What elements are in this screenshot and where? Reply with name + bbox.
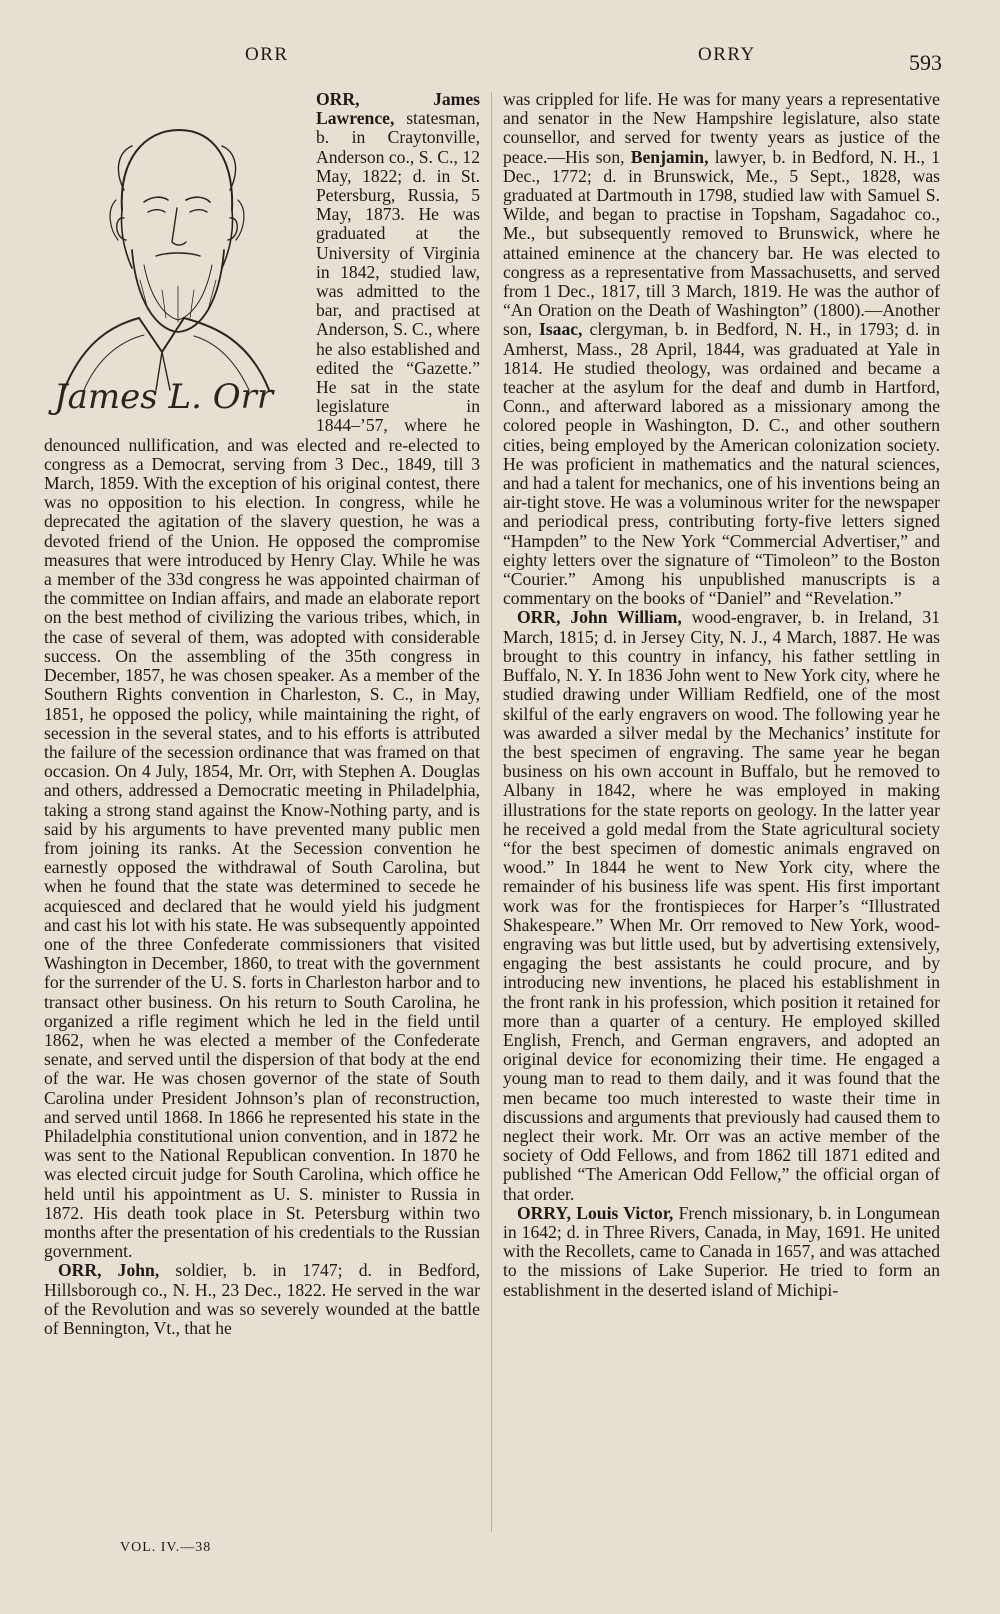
- left-column: [44, 90, 480, 1338]
- page-number: 593: [909, 50, 942, 75]
- entry-text: wood-engraver, b. in Ireland, 31 March, 1815; d. in Jersey City, N. J., 4 March, 1887. He was brought to this country in infancy, his father settling in Buffalo, N. Y. In 1836 John went to New York city, where he studied drawing under William Redfield, one of the most skilful of the early engravers on wood. The following year he was awarded a silver medal by the Mechanics’ institute for the best specimen of engraving. The same year he began business on his own account in Buffalo, but he removed to Albany in 1842, where he was employed in making illustrations for the state reports on geology. In the latter year he received a gold medal from the State agricultural society “for the best specimen of domestic animals engraved on wood.” In 1844 he went to New York city, where the remainder of his business life was spent. His first important work was for the frontispieces for Harper’s “Illustrated Shakespeare.” When Mr. Orr removed to New York, wood-engraving was but little used, but by advertising extensively, engaging the best assistants he could procure, and by introducing new inventions, he placed his establishment in the front rank in his profession, which position it retained for more than a quarter of a century. He employed skilled English, French, and German engravers, and adopted an original device for economizing their time. He engaged a young man to read to them daily, and it was found that the men became too much interested to waste their time in discussions and arguments that previously had caused them to neglect their work. Mr. Orr was an active member of the society of Odd Fellows, and from 1862 till 1871 edited and published “The American Odd Fellow,” the official organ of that order.: [503, 607, 940, 1204]
- entry-orr-john: [44, 1261, 480, 1338]
- entry-orr-john-william: [503, 608, 940, 1203]
- entry-orr-john-continued: [503, 90, 940, 608]
- entry-text: soldier, b. in 1747; d. in Bedford, Hillsborough co., N. H., 23 Dec., 1822. He served in the war of the Revolution and was so severely wounded at the battle of Bennington, Vt., that he: [44, 1260, 480, 1338]
- right-column: [503, 90, 940, 1300]
- entry-text: clergyman, b. in Bedford, N. H., in 1793; d. in Amherst, Mass., 28 April, 1844, was graduated at Yale in 1814. He studied theology, was ordained and became a teacher at the asylum for the deaf and dumb in Hartford, Conn., and afterward labored as a missionary among the colored people in Washington, D. C., and other southern cities, being employed by the American colonization society. He was proficient in mathematics and the natural sciences, and had a talent for mechanics, one of his inventions being an air-tight stove. He was a voluminous writer for the newspaper and periodical press, contributing forty-five letters signed “Hampden” to the New York “Commercial Advertiser,” and eighty letters over the signature of “Timoleon” to the Boston “Courier.” Among his unpublished manuscripts is a commentary on the books of “Daniel” and “Revelation.”: [503, 319, 940, 609]
- headword-john-william: ORR, John William,: [517, 607, 682, 628]
- entry-text: lawyer, b. in Bedford, N. H., 1 Dec., 1772; d. in Brunswick, Me., 5 Sept., 1828, was graduated at Dartmouth in 1798, studied law with Samuel S. Wilde, and began to practise in Topsham, Sagadahoc co., Me., but subsequently removed to Brunswick, where he attained eminence at the chancery bar. He was elected to congress as a representative from Massachusetts, and served from 1 Dec., 1817, till 3 March, 1819. He was the author of “An Oration on the Death of Washington” (1800).—Another son,: [503, 146, 940, 340]
- headword-john: ORR, John,: [58, 1260, 160, 1281]
- headword-james-lawrence: ORR, James Lawrence,: [316, 89, 480, 129]
- running-head-right: ORRY: [698, 44, 756, 65]
- entry-orr-james-lawrence: [44, 90, 480, 1261]
- signature-mark: VOL. IV.—38: [120, 1540, 212, 1555]
- entry-text: was crippled for life. He was for many years a representative and senator in the New Hampshire legislature, also state counsellor, and served for twenty years as justice of the peace.—His son,: [503, 89, 940, 167]
- headword-benjamin: Benjamin,: [630, 146, 709, 167]
- entry-text: statesman, b. in Craytonville, Anderson co., S. C., 12 May, 1822; d. in St. Petersburg, Russia, 5 May, 1873. He was graduated at the University of Virginia in 1842, studied law, was admitted to the bar, and practised at Anderson, S. C., where he also established and edited the “Gazette.” He sat in the state legislature in 1844–’57, where he denounced nullification, and was elected and re-elected to congress as a Democrat, serving from 3 Dec., 1849, till 3 March, 1859. With the exception of his original contest, there was no opposition to his election. In congress, while he deprecated the agitation of the slavery question, he was a devoted friend of the Union. He opposed the compromise measures that were introduced by Henry Clay. While he was a member of the 33d congress he was appointed chairman of the committee on Indian affairs, and made an elaborate report on the best method of civilizing the various tribes, which, in the case of several of them, was adopted with considerable success. On the assembling of the 35th congress in December, 1857, he was chosen speaker. As a member of the Southern Rights convention in Charleston, S. C., in May, 1851, he opposed the policy, while maintaining the right, of secession in the several states, and to his efforts is attributed the failure of the secession ordinance that was framed on that occasion. On 4 July, 1854, Mr. Orr, with Stephen A. Douglas and others, addressed a Democratic meeting in Philadelphia, taking a strong stand against the Know-Nothing party, and is said by his arguments to have prevented many public men from joining its ranks. At the Secession convention he earnestly opposed the withdrawal of South Carolina, but when he found that the state was determined to secede he acquiesced and declared that he would yield his judgment and cast his lot with his state. He was subsequently appointed one of the three Confederate commissioners that visited Washington in December, 1860, to treat with the government for the surrender of the U. S. forts in Charleston harbor and to transact other business. On his return to South Carolina, he organized a rifle regiment which he led in the field until 1862, when he was elected a member of the Confederate senate, and served until the dispersion of that body at the end of the war. He was chosen governor of the state of South Carolina under President Johnson’s plan of reconstruction, and served until 1868. In 1866 he represented his state in the Philadelphia constitutional union convention, and in 1872 he was sent to the National Republican convention. In 1870 he was elected circuit judge for South Carolina, which office he held until his appointment as U. S. minister to Russia in 1872. His death took place in St. Petersburg within two months after the presentation of his credentials to the Russian government.: [44, 108, 480, 1262]
- entry-text: French missionary, b. in Longumean in 1642; d. in Three Rivers, Canada, in May, 1691. He united with the Recollets, came to Canada in 1657, and was attached to the missions of Lake Superior. He tried to form an establishment in the deserted island of Michipi-: [503, 1202, 941, 1300]
- running-head-left: ORR: [245, 44, 289, 65]
- headword-isaac: Isaac,: [538, 319, 583, 340]
- entry-orry-louis-victor: [503, 1204, 940, 1300]
- portrait-engraving: [44, 90, 308, 424]
- column-divider: [491, 92, 492, 1532]
- portrait-signature: James L. Orr: [54, 377, 274, 417]
- portrait-image: [44, 90, 308, 420]
- headword-louis-victor: ORRY, Louis Victor,: [517, 1202, 674, 1223]
